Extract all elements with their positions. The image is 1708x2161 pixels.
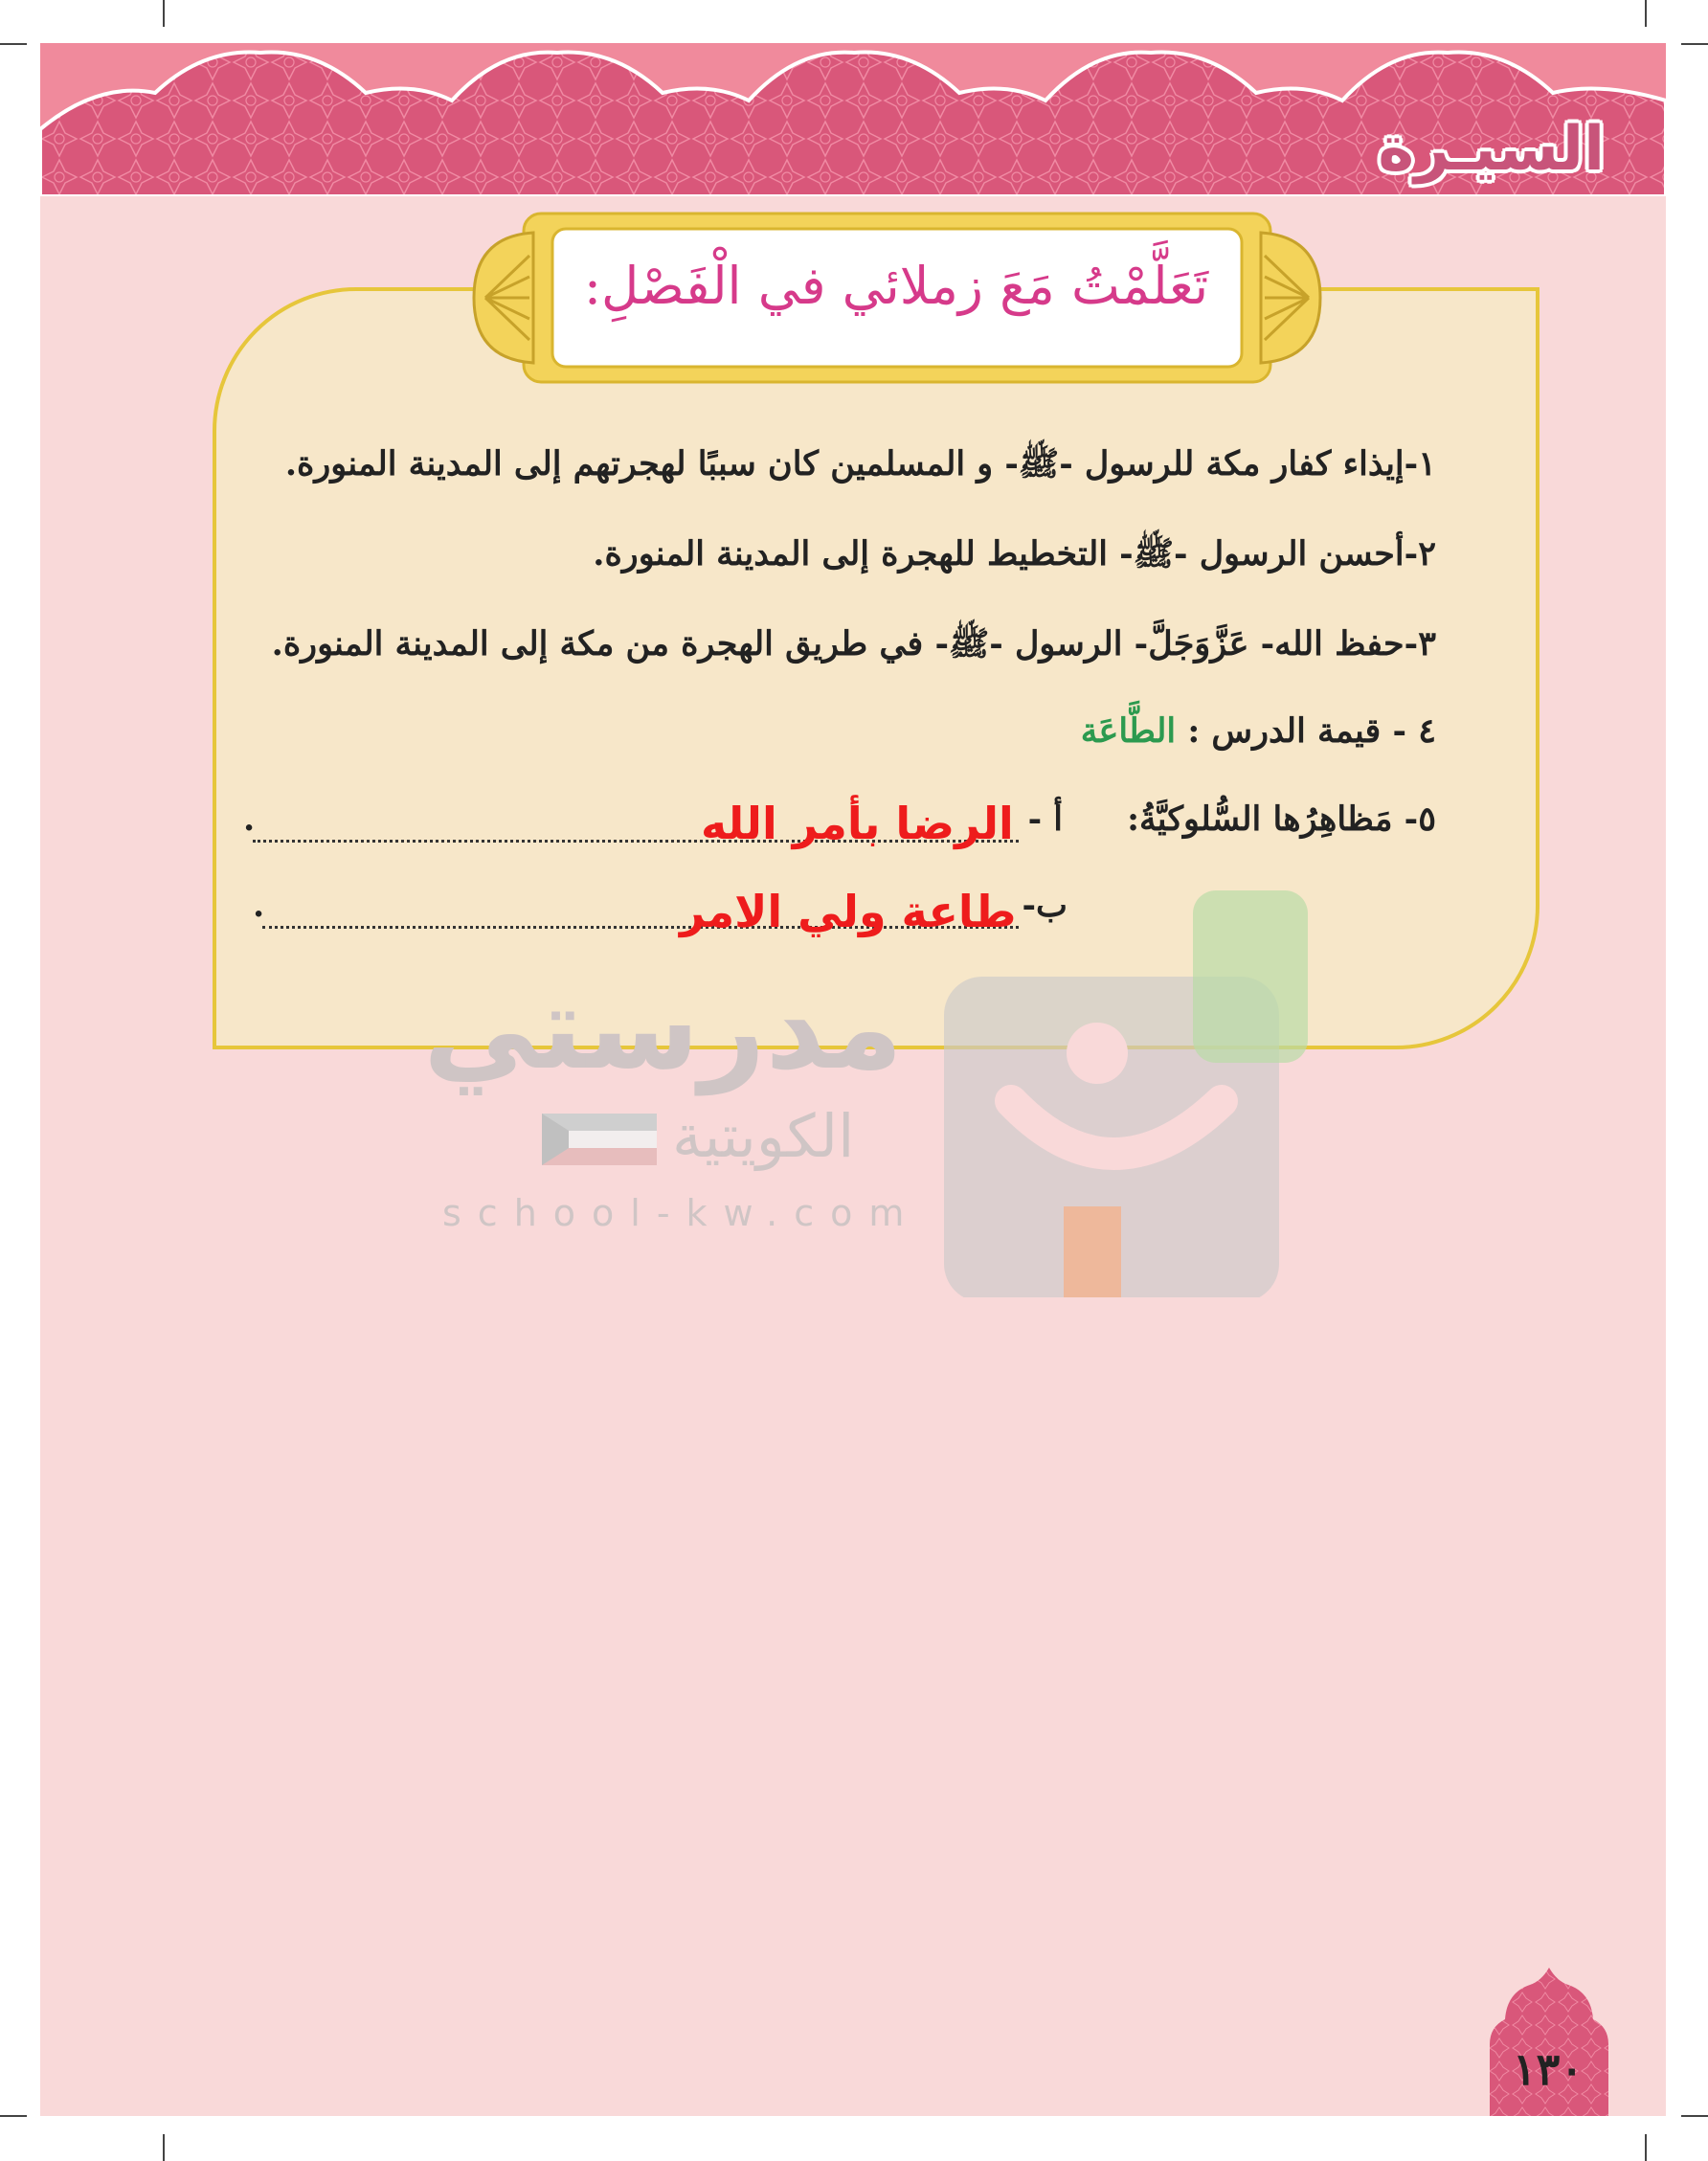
crop-mark bbox=[1681, 2115, 1708, 2117]
answer-line-b-end: . bbox=[253, 886, 265, 925]
watermark-url: school-kw.com bbox=[442, 1192, 921, 1234]
crop-mark bbox=[0, 2115, 27, 2117]
section-title: تَعَلَّمْتُ مَعَ زملائي في الْفَصْلِ: bbox=[583, 256, 1209, 316]
summary-point-1: ١-إيذاء كفار مكة للرسول -ﷺ- و المسلمين كان سببًا لهجرتهم إلى المدينة المنورة. bbox=[284, 444, 1436, 484]
lesson-value-label: ٤ - قيمة الدرس : bbox=[1187, 711, 1436, 751]
summary-point-2: ٢-أحسن الرسول -ﷺ- التخطيط للهجرة إلى المدينة المنورة. bbox=[593, 534, 1436, 574]
behavior-b-answer: طاعة ولي الامر bbox=[680, 886, 1017, 937]
crop-mark bbox=[0, 43, 27, 45]
behavior-b-label: ب- bbox=[1022, 886, 1068, 925]
behaviors-label: ٥- مَظاهِرُها السُّلوكيَّةُ: bbox=[1127, 799, 1436, 839]
watermark-country: الكويتية bbox=[672, 1101, 855, 1171]
crop-mark bbox=[163, 2134, 165, 2161]
shell-ornament-left bbox=[474, 233, 533, 363]
textbook-page bbox=[40, 43, 1666, 2116]
crop-mark bbox=[163, 0, 165, 27]
crop-mark bbox=[1681, 43, 1708, 45]
summary-point-3: ٣-حفظ الله- عَزَّوَجَلَّ- الرسول -ﷺ- في طريق الهجرة من مكة إلى المدينة المنورة. bbox=[271, 624, 1436, 664]
crop-mark bbox=[1645, 0, 1647, 27]
chapter-title: السيـرة bbox=[1378, 114, 1605, 185]
crop-mark bbox=[1645, 2134, 1647, 2161]
watermark-logo-icon bbox=[944, 890, 1335, 1297]
behavior-a-answer: الرضا بأمر الله bbox=[701, 798, 1014, 849]
lesson-value-row bbox=[1081, 711, 1436, 751]
lesson-value-answer: الطَّاعَة bbox=[1080, 711, 1177, 751]
page-number: ١٣٠ bbox=[1512, 2043, 1584, 2095]
behavior-a-label: أ - bbox=[1027, 799, 1063, 839]
watermark-name: مدرستي bbox=[423, 962, 904, 1095]
answer-line-a-end: . bbox=[243, 799, 256, 839]
shell-ornament-right bbox=[1261, 233, 1320, 363]
watermark-flag bbox=[542, 1114, 657, 1165]
